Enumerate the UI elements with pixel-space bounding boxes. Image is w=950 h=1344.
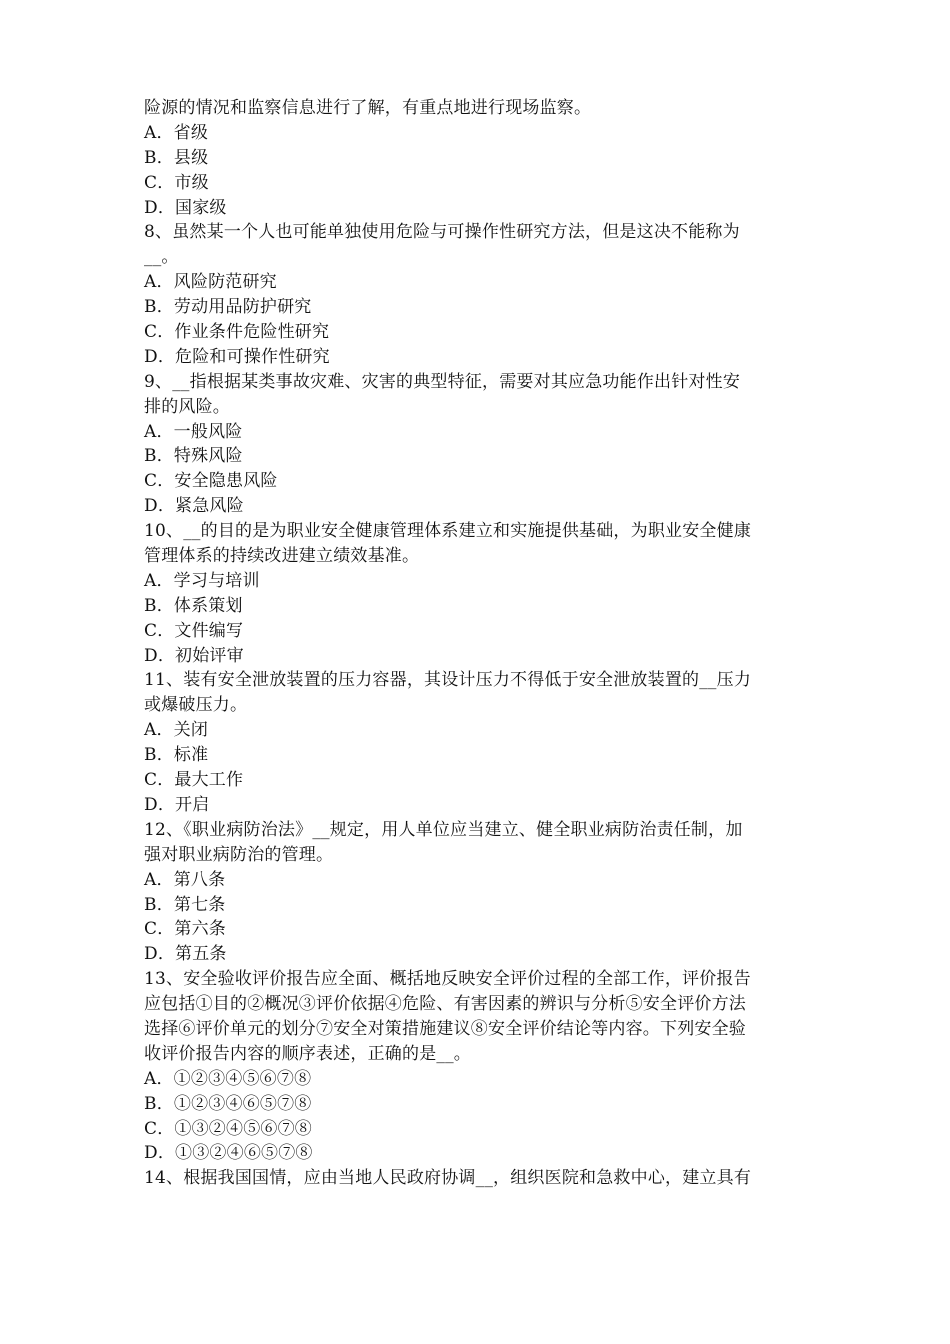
option-a: A．第八条 <box>144 869 226 890</box>
option-a: A．一般风险 <box>144 421 243 442</box>
option-d: D．开启 <box>144 794 210 815</box>
question-12-line-1: 12、《职业病防治法》__规定，用人单位应当建立、健全职业病防治责任制，加 <box>144 819 743 840</box>
question-8-line-2: __。 <box>144 247 179 268</box>
option-a: A．省级 <box>144 122 209 143</box>
option-c: C．文件编写 <box>144 620 244 641</box>
question-9-line-1: 9、__指根据某类事故灾难、灾害的典型特征，需要对其应急功能作出针对性安 <box>144 371 741 392</box>
question-14-line-1: 14、根据我国国情，应由当地人民政府协调__，组织医院和急救中心，建立具有 <box>144 1168 752 1189</box>
question-9-line-2: 排的风险。 <box>144 396 230 417</box>
option-d: D．第五条 <box>144 944 227 965</box>
option-b: B．劳动用品防护研究 <box>144 297 312 318</box>
option-c: C．第六条 <box>144 919 227 940</box>
option-a: A．风险防范研究 <box>144 272 277 293</box>
option-c: C．最大工作 <box>144 770 244 791</box>
option-c: C．①③②④⑤⑥⑦⑧ <box>144 1118 313 1139</box>
text-line-1: 险源的情况和监察信息进行了解，有重点地进行现场监察。 <box>144 98 592 118</box>
question-13-line-1: 13、安全验收评价报告应全面、概括地反映安全评价过程的全部工作，评价报告 <box>144 969 751 990</box>
option-c: C．作业条件危险性研究 <box>144 322 330 343</box>
question-11-line-2: 或爆破压力。 <box>144 695 248 716</box>
option-a: A．关闭 <box>144 720 209 741</box>
document-page <box>144 96 816 1191</box>
option-b: B．体系策划 <box>144 595 243 616</box>
question-11-line-1: 11、装有安全泄放装置的压力容器，其设计压力不得低于安全泄放装置的__压力 <box>144 670 752 691</box>
question-10-line-2: 管理体系的持续改进建立绩效基准。 <box>144 546 420 567</box>
option-a: A．学习与培训 <box>144 570 260 591</box>
option-b: B．县级 <box>144 147 209 168</box>
question-8-line-1: 8、虽然某一个人也可能单独使用危险与可操作性研究方法，但是这决不能称为 <box>144 222 740 243</box>
option-b: B．特殊风险 <box>144 446 243 467</box>
option-b: B．①②③④⑥⑤⑦⑧ <box>144 1093 312 1114</box>
question-10-line-1: 10、__的目的是为职业安全健康管理体系建立和实施提供基础，为职业安全健康 <box>144 521 752 542</box>
option-d: D．初始评审 <box>144 645 244 666</box>
option-c: C．市级 <box>144 172 209 193</box>
option-d: D．紧急风险 <box>144 496 244 517</box>
option-b: B．标准 <box>144 745 209 766</box>
question-12-line-2: 强对职业病防治的管理。 <box>144 844 334 865</box>
question-13-line-3: 选择⑥评价单元的划分⑦安全对策措施建议⑧安全评价结论等内容。下列安全验 <box>144 1018 746 1039</box>
option-d: D．①③②④⑥⑤⑦⑧ <box>144 1143 313 1164</box>
question-13-line-2: 应包括①目的②概况③评价依据④危险、有害因素的辨识与分析⑤安全评价方法 <box>144 994 746 1015</box>
option-b: B．第七条 <box>144 894 226 915</box>
option-d: D．国家级 <box>144 197 227 218</box>
option-d: D．危险和可操作性研究 <box>144 346 330 367</box>
question-13-line-4: 收评价报告内容的顺序表述，正确的是__。 <box>144 1043 471 1064</box>
option-c: C．安全隐患风险 <box>144 471 278 492</box>
option-a: A．①②③④⑤⑥⑦⑧ <box>144 1068 312 1089</box>
